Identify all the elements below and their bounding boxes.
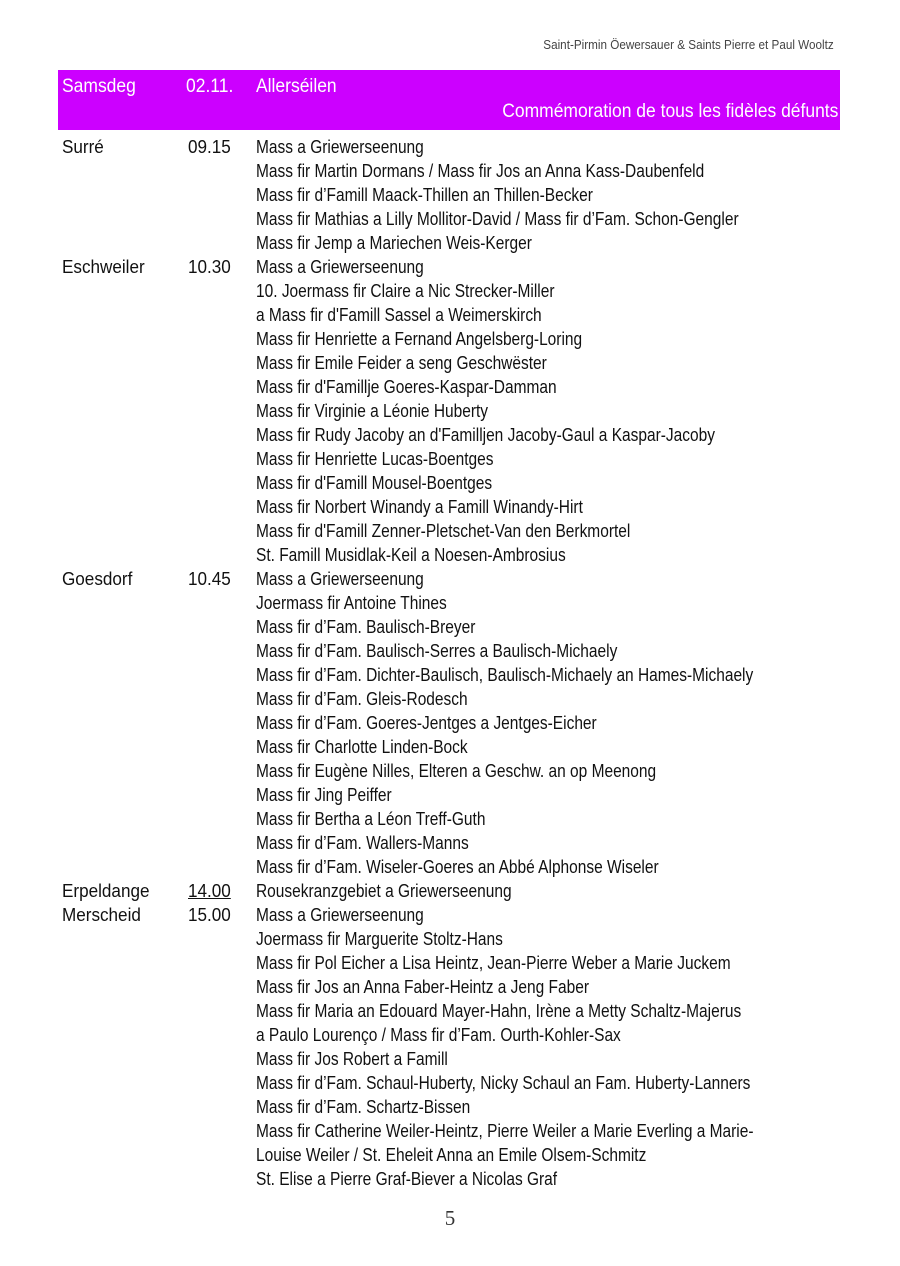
day-header-band [58,70,840,130]
day-label: Samsdeg [62,76,136,97]
mass-intention: Mass fir Pol Eicher a Lisa Heintz, Jean-Pierre Weber a Marie Juckem [256,953,731,973]
intention-row [62,855,852,879]
intention-row [62,783,852,807]
service-entry [62,135,852,255]
mass-intention: a Paulo Lourenço / Mass fir d’Fam. Ourth-Kohler-Sax [256,1025,621,1045]
mass-intention: Mass fir Jos Robert a Famill [256,1049,448,1069]
mass-intention: Louise Weiler / St. Eheleit Anna an Emile Olsem-Schmitz [256,1145,647,1165]
mass-intention: Mass fir d’Fam. Baulisch-Serres a Baulisch-Michaely [256,641,618,661]
intention-row [62,351,852,375]
intention-row [62,303,852,327]
service-place: Goesdorf [62,569,133,589]
mass-intention: Mass fir Catherine Weiler-Heintz, Pierre Weiler a Marie Everling a Marie- [256,1121,754,1141]
service-place: Surré [62,137,104,157]
mass-intention: Mass fir d’Fam. Schaul-Huberty, Nicky Schaul an Fam. Huberty-Lanners [256,1073,751,1093]
mass-intention: Mass fir Henriette Lucas-Boentges [256,449,494,469]
service-entry [62,567,852,879]
service-title: Mass a Griewerseenung [256,137,424,157]
mass-intention: Mass fir Henriette a Fernand Angelsberg-Loring [256,329,583,349]
intention-row [62,975,852,999]
intention-row [62,927,852,951]
mass-intention: Joermass fir Marguerite Stoltz-Hans [256,929,503,949]
intention-row [62,735,852,759]
mass-intention: Mass fir d’Fam. Wiseler-Goeres an Abbé Alphonse Wiseler [256,857,659,877]
mass-intention: Mass fir d'Famillje Goeres-Kaspar-Damman [256,377,557,397]
service-time: 10.30 [188,257,231,277]
mass-intention: Mass fir d’Fam. Baulisch-Breyer [256,617,476,637]
mass-intention: 10. Joermass fir Claire a Nic Strecker-Miller [256,281,555,301]
service-title: Mass a Griewerseenung [256,905,424,925]
service-header-row [62,879,852,903]
intention-row [62,711,852,735]
service-time: 09.15 [188,137,231,157]
mass-intention: Mass fir Rudy Jacoby an d'Familljen Jacoby-Gaul a Kaspar-Jacoby [256,425,715,445]
service-schedule [62,135,852,1191]
intention-row [62,375,852,399]
intention-row [62,807,852,831]
feast-subtitle: Commémoration de tous les fidèles défunts [501,101,838,122]
mass-intention: Mass fir Emile Feider a seng Geschwëster [256,353,547,373]
mass-intention: Mass fir d’Fam. Gleis-Rodesch [256,689,468,709]
service-time: 10.45 [188,569,231,589]
intention-row [62,831,852,855]
mass-intention: Mass fir Jemp a Mariechen Weis-Kerger [256,233,532,253]
intention-row [62,207,852,231]
mass-intention: Mass fir d'Famill Zenner-Pletschet-Van den Berkmortel [256,521,631,541]
intention-row [62,639,852,663]
mass-intention: Mass fir d’Fam. Wallers-Manns [256,833,469,853]
running-header: Saint-Pirmin Öewersauer & Saints Pierre et Paul Wooltz [543,37,834,52]
mass-intention: St. Famill Musidlak-Keil a Noesen-Ambrosius [256,545,566,565]
intention-row [62,663,852,687]
intention-row [62,759,852,783]
intention-row [62,543,852,567]
mass-intention: a Mass fir d'Famill Sassel a Weimerskirch [256,305,542,325]
intention-row [62,591,852,615]
mass-intention: Mass fir Charlotte Linden-Bock [256,737,468,757]
mass-intention: Mass fir Martin Dormans / Mass fir Jos an Anna Kass-Daubenfeld [256,161,705,181]
page-number: 5 [444,1206,456,1230]
mass-intention: Mass fir Maria an Edouard Mayer-Hahn, Irène a Metty Schaltz-Majerus [256,1001,742,1021]
intention-row [62,159,852,183]
mass-intention: Mass fir Bertha a Léon Treff-Guth [256,809,486,829]
service-title: Rousekranzgebiet a Griewerseenung [256,881,512,901]
service-place: Eschweiler [62,257,145,277]
date-label: 02.11. [186,76,234,97]
intention-row [62,1023,852,1047]
mass-intention: Mass fir Jing Peiffer [256,785,392,805]
intention-row [62,1167,852,1191]
intention-row [62,1071,852,1095]
intention-row [62,519,852,543]
intention-row [62,687,852,711]
service-entry [62,255,852,567]
service-header-row [62,567,852,591]
intention-row [62,951,852,975]
mass-intention: Mass fir Eugène Nilles, Elteren a Geschw. an op Meenong [256,761,657,781]
service-place: Erpeldange [62,881,150,901]
mass-intention: Mass fir Norbert Winandy a Famill Winandy-Hirt [256,497,583,517]
intention-row [62,279,852,303]
service-time: 14.00 [188,881,231,901]
intention-row [62,183,852,207]
intention-row [62,1047,852,1071]
feast-title: Allerséilen [256,76,337,97]
intention-row [62,1119,852,1143]
mass-intention: Mass fir d’Fam. Dichter-Baulisch, Baulisch-Michaely an Hames-Michaely [256,665,754,685]
mass-intention: Mass fir d'Famill Mousel-Boentges [256,473,493,493]
intention-row [62,423,852,447]
intention-row [62,1143,852,1167]
intention-row [62,999,852,1023]
service-title: Mass a Griewerseenung [256,257,424,277]
service-time: 15.00 [188,905,231,925]
intention-row [62,1095,852,1119]
intention-row [62,615,852,639]
intention-row [62,327,852,351]
mass-intention: Mass fir d’Famill Maack-Thillen an Thillen-Becker [256,185,593,205]
service-header-row [62,255,852,279]
service-place: Merscheid [62,905,141,925]
service-header-row [62,135,852,159]
mass-intention: Mass fir d’Fam. Schartz-Bissen [256,1097,471,1117]
service-entry [62,903,852,1191]
service-entry [62,879,852,903]
intention-row [62,231,852,255]
intention-row [62,399,852,423]
mass-intention: Mass fir Mathias a Lilly Mollitor-David / Mass fir d’Fam. Schon-Gengler [256,209,739,229]
service-title: Mass a Griewerseenung [256,569,424,589]
intention-row [62,495,852,519]
mass-intention: Mass fir d’Fam. Goeres-Jentges a Jentges-Eicher [256,713,597,733]
intention-row [62,471,852,495]
service-header-row [62,903,852,927]
mass-intention: St. Elise a Pierre Graf-Biever a Nicolas Graf [256,1169,558,1189]
mass-intention: Mass fir Virginie a Léonie Huberty [256,401,489,421]
intention-row [62,447,852,471]
mass-intention: Mass fir Jos an Anna Faber-Heintz a Jeng Faber [256,977,589,997]
mass-intention: Joermass fir Antoine Thines [256,593,447,613]
